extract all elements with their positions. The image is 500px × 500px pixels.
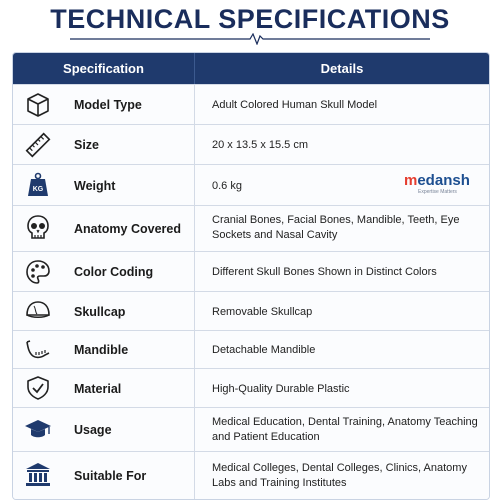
table-row	[13, 330, 489, 369]
logo-wordmark: edansh	[417, 172, 470, 189]
header-details: Details	[320, 61, 364, 76]
row-details: 0.6 kg	[212, 180, 242, 192]
row-label: Skullcap	[74, 305, 126, 319]
table-row	[13, 291, 489, 331]
table-row	[13, 251, 489, 292]
row-details: 20 x 13.5 x 15.5 cm	[212, 139, 308, 151]
row-label: Material	[74, 382, 122, 396]
table-row	[13, 84, 489, 125]
scale-icon	[24, 171, 52, 199]
skull-icon	[24, 214, 52, 242]
cube-icon	[24, 91, 52, 119]
row-details: Cranial Bones, Facial Bones, Mandible, Teeth, Eye Sockets and Nasal Cavity	[212, 214, 460, 241]
table-row	[13, 407, 489, 452]
svg-text:KG: KG	[32, 186, 44, 193]
page-title: TECHNICAL SPECIFICATIONS	[50, 4, 450, 34]
medansh-logo	[404, 172, 484, 198]
row-details: High-Quality Durable Plastic	[212, 383, 350, 395]
institution-icon	[24, 460, 52, 488]
row-label: Size	[74, 138, 100, 152]
row-label: Mandible	[74, 343, 129, 357]
spec-table	[12, 52, 490, 500]
shield-check-icon	[24, 374, 52, 402]
row-details: Different Skull Bones Shown in Distinct Colors	[212, 266, 437, 278]
row-details: Detachable Mandible	[212, 344, 316, 356]
row-details: Adult Colored Human Skull Model	[212, 99, 378, 111]
header-specification: Specification	[13, 53, 195, 84]
logo-tagline: Expertise Matters	[418, 189, 457, 195]
table-row	[13, 368, 489, 408]
table-header	[13, 53, 489, 84]
table-row	[13, 124, 489, 165]
row-label: Usage	[74, 423, 112, 437]
row-label: Model Type	[74, 98, 142, 112]
table-row	[13, 451, 489, 500]
jaw-icon	[24, 336, 52, 364]
ruler-icon	[24, 131, 52, 159]
row-label: Suitable For	[74, 469, 147, 483]
row-label: Weight	[74, 179, 116, 193]
table-row	[13, 205, 489, 252]
row-details: Medical Education, Dental Training, Anatomy Teaching and Patient Education	[212, 416, 478, 443]
row-label: Anatomy Covered	[74, 222, 181, 236]
row-label: Color Coding	[74, 265, 154, 279]
skullcap-icon	[24, 297, 52, 325]
row-details: Removable Skullcap	[212, 306, 313, 318]
palette-icon	[24, 258, 52, 286]
graduation-cap-icon	[24, 415, 52, 443]
logo-lead-letter: m	[404, 172, 418, 189]
pulse-divider	[70, 33, 430, 45]
row-details: Medical Colleges, Dental Colleges, Clinics, Anatomy Labs and Training Institutes	[212, 462, 467, 489]
